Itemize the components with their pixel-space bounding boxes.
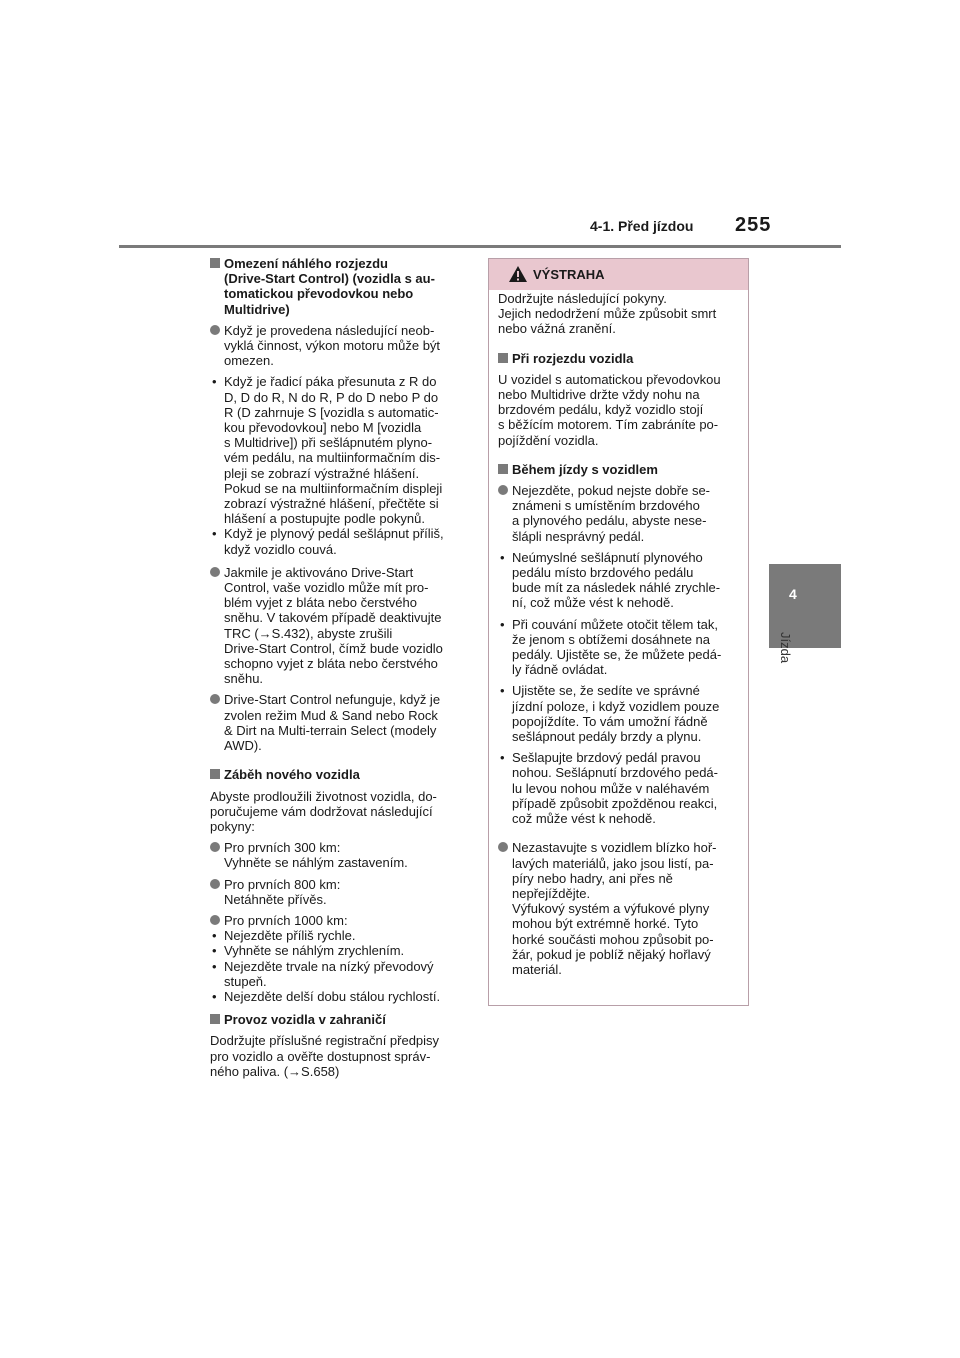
text-line: Netáhněte přívěs. <box>224 891 327 907</box>
text-line: • Když je řadicí páka přesunuta z R do <box>224 374 437 390</box>
text-line: Při rozjezdu vozidla <box>512 350 634 366</box>
round-bullet-icon <box>498 485 508 495</box>
text-line: AWD). <box>224 738 262 754</box>
round-bullet-icon <box>210 915 220 925</box>
paragraph-abroad <box>210 1033 472 1079</box>
text-line: Drive-Start Control, čímž bude vozidlo <box>224 640 443 656</box>
text-line: pleji se zobrazí výstražné hlášení. <box>224 465 420 481</box>
text-line: (Drive-Start Control) (vozidla s au- <box>224 271 435 287</box>
bullet-trc-deactivate <box>210 565 472 687</box>
text-line: schopno vyjet z bláta nebo čerstvého <box>224 656 438 672</box>
text-line: omezen. <box>224 353 274 369</box>
text-line: známeni s umístěním brzdového <box>512 498 700 514</box>
sub-bullet-driving-position <box>498 683 746 744</box>
text-line: pojíždění vozidla. <box>498 432 599 448</box>
warning-triangle-icon <box>508 265 528 283</box>
text-line: Výfukový systém a výfukové plyny <box>512 901 710 917</box>
heading-starting <box>498 351 746 366</box>
section-title: 4-1. Před jízdou <box>590 218 694 234</box>
text-line: Pro prvních 800 km: <box>224 876 341 892</box>
sub-bullet-reversing-body <box>498 617 746 678</box>
text-line: Control, vaše vozidlo může mít pro- <box>224 580 429 596</box>
text-line: lu levou nohou může v naléhavém <box>512 780 710 796</box>
text-line: sněhu. V takovém případě deaktivujte <box>224 610 442 626</box>
text-line: kou převodovkou] nebo M [vozidla <box>224 420 422 436</box>
header-rule <box>119 245 841 248</box>
text-line: Pro prvních 300 km: <box>224 840 341 856</box>
text-line: nohou. Sešlápnutí brzdového pedá- <box>512 765 718 781</box>
text-line: Když je provedena následující neob- <box>224 322 435 338</box>
text-line: stupeň. <box>224 973 267 989</box>
text-line: ly řádně ovládat. <box>512 662 608 678</box>
bullet-flammable-materials <box>498 840 746 977</box>
text-line: • Neúmyslné sešlápnutí plynového <box>512 549 703 565</box>
text-line: Jakmile je aktivováno Drive-Start <box>224 564 414 580</box>
sub-bullet-accidental-accelerator <box>498 550 746 611</box>
text-line: materiál. <box>512 961 562 977</box>
text-line: ní, což může vést k nehodě. <box>512 595 674 611</box>
sub-bullet-constant-speed <box>210 989 472 1004</box>
text-line: ného paliva. (→S.658) <box>210 1063 340 1079</box>
text-line: R (D zahrnuje S [vozidla s automatic- <box>224 404 439 420</box>
text-line: žár, pokud je poblíž nějaký hořlavý <box>512 946 711 962</box>
text-line: s Multidrive]) při sešlápnutém plyno- <box>224 435 433 451</box>
round-bullet-icon <box>210 567 220 577</box>
paragraph-break-in <box>210 789 472 835</box>
text-line: • Při couvání můžete otočit tělem tak, <box>512 616 718 632</box>
paragraph-starting <box>498 372 746 448</box>
text-line: tomatickou převodovkou nebo <box>224 286 414 302</box>
text-line: jízdní poloze, i když vozidlem pouze <box>512 698 720 714</box>
text-line: vyklá činnost, výkon motoru může být <box>224 338 441 354</box>
bullet-800-km <box>210 877 472 907</box>
text-line: Drive-Start Control nefunguje, když je <box>224 692 441 708</box>
text-line: popojíždíte. To vám umožní řádně <box>512 713 708 729</box>
text-line: horké součásti mohou způsobit po- <box>512 931 714 947</box>
text-line: zvolen režim Mud & Sand nebo Rock <box>224 707 438 723</box>
text-line: vém pedálu, na multiinformačním dis- <box>224 450 441 466</box>
text-line: • Když je plynový pedál sešlápnut příliš, <box>224 526 444 542</box>
bullet-pedal-familiarity <box>498 483 746 544</box>
heading-drive-start-control <box>210 256 472 317</box>
text-line: Nezastavujte s vozidlem blízko hoř- <box>512 840 717 856</box>
round-bullet-icon <box>210 842 220 852</box>
text-line: Provoz vozidla v zahraničí <box>224 1012 386 1028</box>
text-line: nepřejíždějte. <box>512 885 591 901</box>
text-line: • Nejezděte delší dobu stálou rychlostí. <box>224 988 441 1004</box>
text-line: a plynového pedálu, abyste nese- <box>512 513 707 529</box>
chapter-number: 4 <box>789 586 797 602</box>
text-line: pokyny: <box>210 818 255 834</box>
round-bullet-icon <box>210 325 220 335</box>
text-line: Během jízdy s vozidlem <box>512 461 658 477</box>
sub-bullet-speed <box>210 928 472 943</box>
warning-intro <box>498 291 746 337</box>
text-line: TRC (→S.432), abyste zrušili <box>224 625 393 641</box>
text-line: Dodržujte příslušné registrační předpisy <box>210 1033 440 1049</box>
text-line: Omezení náhlého rozjezdu <box>224 256 388 271</box>
text-line: Dodržujte následující pokyny. <box>498 291 667 306</box>
round-bullet-icon <box>210 694 220 704</box>
text-line: případě způsobit zpožděnou reakci, <box>512 795 718 811</box>
text-line: brzdovém pedálu, když vozidlo stojí <box>498 402 704 418</box>
warning-content <box>498 291 746 983</box>
text-line: zobrazí výstražné hlášení, přečtěte si <box>224 496 439 512</box>
bullet-multi-terrain <box>210 692 472 753</box>
text-line: což může vést k nehodě. <box>512 811 656 827</box>
text-line: Pro prvních 1000 km: <box>224 912 348 928</box>
text-line: pro vozidlo a ověřte dostupnost správ- <box>210 1048 431 1064</box>
text-line: hlášení a postupujte podle pokynů. <box>224 511 425 527</box>
text-line: D, D do R, N do R, P do D nebo P do <box>224 389 439 405</box>
sub-bullet-shift-lever <box>210 374 472 526</box>
text-line: pedálu místo brzdového pedálu <box>512 565 694 581</box>
text-line: poručujeme vám dodržovat následující <box>210 803 433 819</box>
text-line: mohou být extrémně horké. Tyto <box>512 916 699 932</box>
left-column <box>210 256 472 1085</box>
text-line: pedály. Ujistěte se, že můžete pedá- <box>512 647 722 663</box>
text-line: lavých materiálů, jako jsou listí, pa- <box>512 855 714 871</box>
text-line: Multidrive) <box>224 301 290 317</box>
text-line: sněhu. <box>224 671 264 687</box>
chapter-label: Jízda <box>778 632 793 664</box>
page-number: 255 <box>735 214 772 236</box>
text-line: blém vyjet z bláta nebo čerstvého <box>224 595 417 611</box>
text-line: Abyste prodloužili životnost vozidla, do- <box>210 788 437 804</box>
round-bullet-icon <box>498 842 508 852</box>
sub-bullet-right-foot <box>498 750 746 826</box>
heading-break-in <box>210 767 472 782</box>
text-line: • Vyhněte se náhlým zrychlením. <box>224 943 405 959</box>
text-line: Pokud se na multiinformačním displeji <box>224 480 443 496</box>
text-line: Nejezděte, pokud nejste dobře se- <box>512 483 711 499</box>
bullet-engine-output-limited <box>210 323 472 369</box>
sub-bullet-reversing <box>210 526 472 556</box>
text-line: • Sešlapujte brzdový pedál pravou <box>512 750 701 766</box>
warning-header <box>489 259 748 290</box>
round-bullet-icon <box>210 879 220 889</box>
text-line: sešlápnout pedály brzdy a plynu. <box>512 729 702 745</box>
text-line: • Ujistěte se, že sedíte ve správné <box>512 683 700 699</box>
text-line: píry nebo hadry, ani přes ně <box>512 870 673 886</box>
bullet-1000-km <box>210 913 472 928</box>
text-line: když vozidlo couvá. <box>224 541 337 557</box>
text-line: bude mít za následek náhlé zrychle- <box>512 580 721 596</box>
text-line: že jenom s obtížemi dosáhnete na <box>512 631 711 647</box>
heading-driving <box>498 462 746 477</box>
text-line: nebo vážná zranění. <box>498 321 616 337</box>
warning-title: VÝSTRAHA <box>533 267 605 282</box>
text-line: s běžícím motorem. Tím zabráníte po- <box>498 417 719 433</box>
text-line: Záběh nového vozidla <box>224 767 360 783</box>
sub-bullet-low-gear <box>210 959 472 989</box>
bullet-300-km <box>210 840 472 870</box>
text-line: U vozidel s automatickou převodovkou <box>498 371 721 387</box>
text-line: • Nejezděte příliš rychle. <box>224 928 356 944</box>
text-line: Vyhněte se náhlým zastavením. <box>224 855 408 871</box>
sub-bullet-acceleration <box>210 943 472 958</box>
text-line: & Dirt na Multi-terrain Select (modely <box>224 722 437 738</box>
text-line: šlápli nesprávný pedál. <box>512 528 645 544</box>
heading-abroad <box>210 1012 472 1027</box>
text-line: • Nejezděte trvale na nízký převodový <box>224 958 434 974</box>
text-line: Jejich nedodržení může způsobit smrt <box>498 306 717 322</box>
text-line: nebo Multidrive držte vždy nohu na <box>498 387 700 403</box>
